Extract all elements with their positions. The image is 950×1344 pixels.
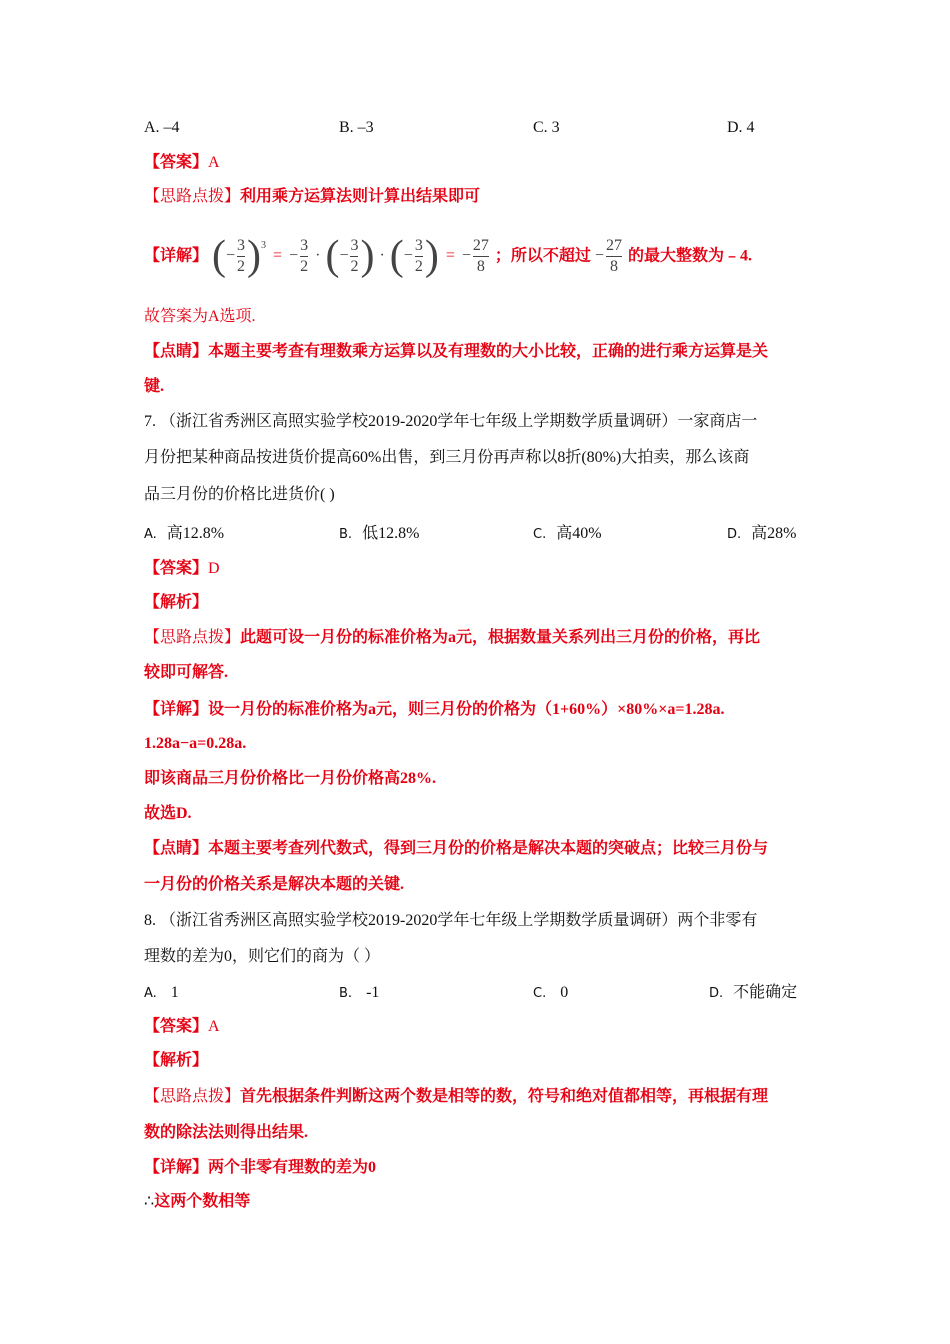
q8-analysis-tag: 【解析】 [144,1052,209,1069]
q7-option-d: D. 高28% [727,525,797,542]
q8-hint: 【思路点拨】首先根据条件判断这两个数是相等的数，符号和绝对值都相等，再根据有理 [144,1088,769,1105]
q8-detail: 【详解】两个非零有理数的差为0 [144,1159,377,1176]
q8-option-c: C. 0 [533,984,569,1001]
q7-hint: 【思路点拨】此题可设一月份的标准价格为a元，根据数量关系列出三月份的价格，再比 [144,629,761,646]
q7-stem-1: 7. （浙江省秀洲区高照实验学校2019-2020学年七年级上学期数学质量调研）一家商店一 [144,413,758,430]
fraction-3-2: $\frac{3}{2}$ [237,236,246,275]
hint-tag: 【思路点拨】 [144,188,241,205]
q6-option-a: A. –4 [144,119,180,136]
q6-detail: 【详解】 (− $\frac{3}{2}$ )3 = − $\frac{3}{2}$ · (− $\frac{3}{2}$ ) · (− $\frac{3}{2}$ ) = − $\frac{27}{8}$ ；所以不超过 − $\frac{27}{8}$ 的最大整数为﹣4. [144,226,752,286]
q7-detail: 【详解】设一月份的标准价格为a元，则三月份的价格为（1+60%）×80%×a=1.28a. [144,701,725,718]
q7-option-a: A. 高12.8% [144,525,225,542]
q7-option-b: B. 低12.8% [339,525,420,542]
q8-option-b: B. -1 [339,984,380,1001]
q6-comment [144,341,768,363]
q7-stem-2: 月份把某种商品按进货价提高60%出售，到三月份再声称以8折(80%)大拍卖，那么该商 [144,449,750,466]
fraction-27-8: $\frac{27}{8}$ [472,236,489,275]
q7-stem-3: 品三月份的价格比进货价( ) [144,486,335,503]
q6-option-b: B. –3 [339,119,374,136]
formula: (− $\frac{3}{2}$ )3 = − $\frac{3}{2}$ · (− $\frac{3}{2}$ ) · (− $\frac{3}{2}$ ) = − $\frac{27}{8}$ [212,233,489,280]
q8-answer: 【答案】A [144,1018,220,1035]
q8-stem-1: 8. （浙江省秀洲区高照实验学校2019-2020学年七年级上学期数学质量调研）两个非零有 [144,912,758,929]
q6-answer [144,152,220,174]
answer-value: A [208,154,220,171]
q8-option-d: D. 不能确定 [709,984,798,1001]
q7-hint-cont: 较即可解答. [144,664,229,681]
therefore-symbol: ∴ [144,1193,155,1210]
q7-comment-cont: 一月份的价格关系是解决本题的关键. [144,876,405,893]
q7-answer: 【答案】D [144,560,220,577]
detail-end: 的最大整数为﹣4. [627,247,752,265]
q6-option-d: D. 4 [727,119,755,136]
comment-text: 本题主要考查有理数乘方运算以及有理数的大小比较，正确的进行乘方运算是关 [208,343,769,360]
q6-conclusion: 故答案为A选项. [144,308,256,325]
fraction-3-2: $\frac{3}{2}$ [414,236,423,275]
q8-option-a: A. 1 [144,984,179,1001]
q6-comment-cont: 键. [144,378,165,395]
q8-hint-cont: 数的除法法则得出结果. [144,1124,309,1141]
comment-tag: 【点睛】 [144,343,209,360]
fraction-3-2: $\frac{3}{2}$ [300,236,309,275]
q7-comment: 【点睛】本题主要考查列代数式，得到三月份的价格是解决本题的突破点；比较三月份与 [144,840,769,857]
detail-tag: 【详解】 [144,247,209,265]
q7-detail-4: 故选D. [144,805,192,822]
q8-stem-2: 理数的差为0，则它们的商为（ ） [144,948,381,965]
q8-detail-2: ∴这两个数相等 [144,1193,251,1210]
q6-option-c: C. 3 [533,119,560,136]
detail-mid: ；所以不超过 [494,247,591,265]
q7-detail-3: 即该商品三月份价格比一月份价格高28%. [144,770,437,787]
answer-tag: 【答案】 [144,154,209,171]
q7-option-c: C. 高40% [533,525,602,542]
q7-analysis-tag: 【解析】 [144,594,209,611]
q7-detail-2: 1.28a−a=0.28a. [144,735,247,752]
fraction-27-8: $\frac{27}{8}$ [605,236,622,275]
q6-hint [144,186,480,208]
hint-text: 利用乘方运算法则计算出结果即可 [240,188,481,205]
fraction-3-2: $\frac{3}{2}$ [350,236,359,275]
